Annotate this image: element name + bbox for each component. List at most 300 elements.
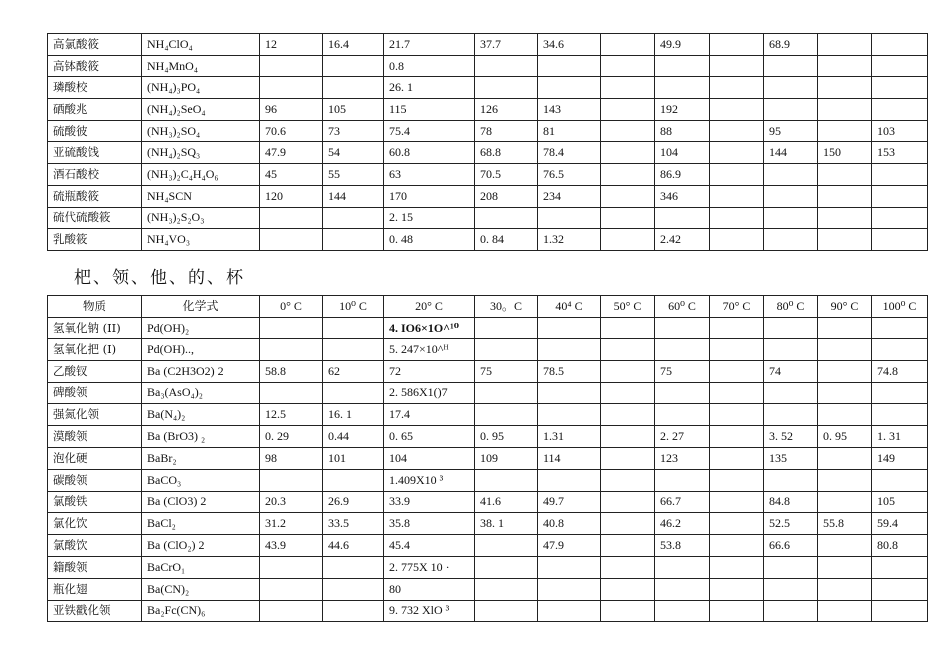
value-cell xyxy=(260,382,323,404)
table-row xyxy=(48,142,928,164)
value-cell xyxy=(872,404,928,426)
value-cell xyxy=(475,535,538,557)
substance-cell: 乳酸筱 xyxy=(48,229,142,251)
value-cell xyxy=(260,229,323,251)
value-cell: 49.9 xyxy=(655,34,710,56)
formula-cell: Ba₃(AsO₄)₂ xyxy=(142,382,260,404)
value-cell xyxy=(538,556,601,578)
value-cell xyxy=(872,382,928,404)
table-row xyxy=(48,469,928,491)
value-cell xyxy=(655,469,710,491)
value-cell: 75 xyxy=(655,360,710,382)
value-cell: 1. 31 xyxy=(872,426,928,448)
value-cell xyxy=(818,578,872,600)
value-cell xyxy=(710,469,764,491)
substance-cell: 碑酸领 xyxy=(48,382,142,404)
value-cell xyxy=(475,600,538,622)
value-cell xyxy=(710,55,764,77)
value-cell: 34.6 xyxy=(538,34,601,56)
value-cell xyxy=(323,317,384,339)
substance-cell: 氢氧化钠 (II) xyxy=(48,317,142,339)
substance-cell: 泡化硬 xyxy=(48,447,142,469)
formula-cell: Pd(OH).., xyxy=(142,339,260,361)
formula-cell: NH₄VO₃ xyxy=(142,229,260,251)
formula-cell: BaCrO₁ xyxy=(142,556,260,578)
value-cell: 75.4 xyxy=(384,120,475,142)
solubility-table-ammonium xyxy=(47,33,928,251)
value-cell: 58.8 xyxy=(260,360,323,382)
value-cell xyxy=(538,55,601,77)
table-row xyxy=(48,578,928,600)
value-cell xyxy=(323,77,384,99)
value-cell xyxy=(601,77,655,99)
formula-cell: Pd(OH)₂ xyxy=(142,317,260,339)
formula-cell: BaBr₂ xyxy=(142,447,260,469)
value-cell xyxy=(818,535,872,557)
formula-cell: (NH₄)₂SQ₃ xyxy=(142,142,260,164)
value-cell xyxy=(260,207,323,229)
substance-cell: 氯酸铁 xyxy=(48,491,142,513)
value-cell xyxy=(601,469,655,491)
formula-cell: (NH₄)₃PO₄ xyxy=(142,77,260,99)
value-cell xyxy=(538,404,601,426)
value-cell: 86.9 xyxy=(655,164,710,186)
value-cell: 0. 65 xyxy=(384,426,475,448)
value-cell xyxy=(475,578,538,600)
value-cell: 0.44 xyxy=(323,426,384,448)
table-row xyxy=(48,77,928,99)
value-cell: 20° C xyxy=(384,296,475,318)
value-cell xyxy=(655,556,710,578)
value-cell: 74 xyxy=(764,360,818,382)
value-cell xyxy=(475,55,538,77)
value-cell xyxy=(764,339,818,361)
value-cell: 31.2 xyxy=(260,513,323,535)
value-cell xyxy=(764,55,818,77)
value-cell xyxy=(538,339,601,361)
formula-cell: BaCO₃ xyxy=(142,469,260,491)
value-cell xyxy=(710,164,764,186)
value-cell xyxy=(601,120,655,142)
value-cell xyxy=(818,317,872,339)
substance-cell: 高钵酸筱 xyxy=(48,55,142,77)
value-cell: 2. 586X1()7 xyxy=(384,382,475,404)
table-row xyxy=(48,491,928,513)
value-cell xyxy=(710,34,764,56)
value-cell xyxy=(538,382,601,404)
value-cell: 60⁰ C xyxy=(655,296,710,318)
value-cell: 103 xyxy=(872,120,928,142)
table-row xyxy=(48,535,928,557)
value-cell xyxy=(710,426,764,448)
value-cell: 37.7 xyxy=(475,34,538,56)
value-cell: 78.5 xyxy=(538,360,601,382)
formula-cell: NH₄ClO₄ xyxy=(142,34,260,56)
value-cell xyxy=(601,339,655,361)
value-cell xyxy=(872,185,928,207)
value-cell xyxy=(872,317,928,339)
value-cell: 234 xyxy=(538,185,601,207)
value-cell xyxy=(655,317,710,339)
value-cell: 68.9 xyxy=(764,34,818,56)
value-cell: 52.5 xyxy=(764,513,818,535)
table-row xyxy=(48,55,928,77)
value-cell xyxy=(764,77,818,99)
value-cell: 104 xyxy=(384,447,475,469)
value-cell xyxy=(655,600,710,622)
table-row xyxy=(48,34,928,56)
substance-cell: 瓶化翅 xyxy=(48,578,142,600)
substance-cell: 籍酸领 xyxy=(48,556,142,578)
value-cell: 60.8 xyxy=(384,142,475,164)
value-cell xyxy=(710,317,764,339)
value-cell xyxy=(601,600,655,622)
value-cell: 9. 732 XlO ³ xyxy=(384,600,475,622)
value-cell xyxy=(818,120,872,142)
value-cell xyxy=(764,207,818,229)
formula-cell: (NH₃)₂C₄H₄O₆ xyxy=(142,164,260,186)
value-cell xyxy=(818,229,872,251)
value-cell xyxy=(764,99,818,121)
value-cell xyxy=(260,339,323,361)
section-heading: 杷、领、他、的、杯 xyxy=(74,268,245,288)
value-cell xyxy=(872,55,928,77)
table-row xyxy=(48,447,928,469)
value-cell: 72 xyxy=(384,360,475,382)
value-cell xyxy=(475,404,538,426)
value-cell xyxy=(710,513,764,535)
value-cell: 16. 1 xyxy=(323,404,384,426)
table-row xyxy=(48,120,928,142)
table-row xyxy=(48,600,928,622)
value-cell xyxy=(601,99,655,121)
value-cell: 0.8 xyxy=(384,55,475,77)
table-row xyxy=(48,164,928,186)
value-cell xyxy=(260,578,323,600)
value-cell: 38. 1 xyxy=(475,513,538,535)
value-cell xyxy=(538,207,601,229)
value-cell xyxy=(818,77,872,99)
formula-cell: Ba(N₄)₂ xyxy=(142,404,260,426)
value-cell xyxy=(538,469,601,491)
value-cell: 55 xyxy=(323,164,384,186)
value-cell: 144 xyxy=(323,185,384,207)
value-cell: 80 xyxy=(384,578,475,600)
value-cell xyxy=(538,600,601,622)
value-cell xyxy=(323,382,384,404)
value-cell: 135 xyxy=(764,447,818,469)
value-cell: 84.8 xyxy=(764,491,818,513)
value-cell xyxy=(260,317,323,339)
value-cell xyxy=(475,77,538,99)
value-cell: 2. 15 xyxy=(384,207,475,229)
value-cell: 76.5 xyxy=(538,164,601,186)
value-cell: 98 xyxy=(260,447,323,469)
formula-cell: BaCl₂ xyxy=(142,513,260,535)
value-cell xyxy=(764,229,818,251)
value-cell: 30。C xyxy=(475,296,538,318)
value-cell xyxy=(872,578,928,600)
value-cell xyxy=(710,382,764,404)
value-cell: 68.8 xyxy=(475,142,538,164)
table-row xyxy=(48,317,928,339)
value-cell: 170 xyxy=(384,185,475,207)
formula-cell: Ba(CN)₂ xyxy=(142,578,260,600)
value-cell: 80.8 xyxy=(872,535,928,557)
value-cell: 47.9 xyxy=(260,142,323,164)
value-cell: 45 xyxy=(260,164,323,186)
value-cell xyxy=(764,469,818,491)
value-cell xyxy=(710,229,764,251)
value-cell: 120 xyxy=(260,185,323,207)
value-cell: 49.7 xyxy=(538,491,601,513)
value-cell xyxy=(601,142,655,164)
value-cell: 123 xyxy=(655,447,710,469)
value-cell xyxy=(601,34,655,56)
value-cell: 78.4 xyxy=(538,142,601,164)
value-cell: 81 xyxy=(538,120,601,142)
value-cell: 53.8 xyxy=(655,535,710,557)
value-cell xyxy=(323,469,384,491)
value-cell xyxy=(710,600,764,622)
value-cell xyxy=(818,164,872,186)
value-cell: 35.8 xyxy=(384,513,475,535)
substance-cell: 氢氧化把 (I) xyxy=(48,339,142,361)
value-cell xyxy=(601,556,655,578)
value-cell: 4. IO6×1O^¹⁰ xyxy=(384,317,475,339)
value-cell: 192 xyxy=(655,99,710,121)
value-cell xyxy=(538,317,601,339)
formula-cell: (NH₃)₂SO₄ xyxy=(142,120,260,142)
value-cell: 105 xyxy=(323,99,384,121)
value-cell: 59.4 xyxy=(872,513,928,535)
value-cell xyxy=(818,34,872,56)
value-cell: 0. 84 xyxy=(475,229,538,251)
value-cell: 54 xyxy=(323,142,384,164)
value-cell xyxy=(710,360,764,382)
value-cell xyxy=(710,120,764,142)
value-cell xyxy=(872,77,928,99)
value-cell xyxy=(818,99,872,121)
value-cell xyxy=(323,600,384,622)
value-cell xyxy=(601,404,655,426)
value-cell xyxy=(710,142,764,164)
substance-cell: 氯化饮 xyxy=(48,513,142,535)
value-cell: 12 xyxy=(260,34,323,56)
substance-cell: 高氯酸筱 xyxy=(48,34,142,56)
value-cell: 3. 52 xyxy=(764,426,818,448)
value-cell: 46.2 xyxy=(655,513,710,535)
value-cell xyxy=(260,469,323,491)
value-cell: 1.31 xyxy=(538,426,601,448)
value-cell: 104 xyxy=(655,142,710,164)
value-cell: 100⁰ C xyxy=(872,296,928,318)
formula-cell: (NH₄)₂SeO₄ xyxy=(142,99,260,121)
substance-cell: 璘酸校 xyxy=(48,77,142,99)
value-cell: 40.8 xyxy=(538,513,601,535)
value-cell: 78 xyxy=(475,120,538,142)
value-cell: 144 xyxy=(764,142,818,164)
value-cell xyxy=(818,491,872,513)
formula-cell: Ba (C2H3O2) 2 xyxy=(142,360,260,382)
value-cell: 43.9 xyxy=(260,535,323,557)
table-row xyxy=(48,404,928,426)
value-cell: 1.409X10 ³ xyxy=(384,469,475,491)
value-cell xyxy=(764,404,818,426)
value-cell: 109 xyxy=(475,447,538,469)
value-cell xyxy=(764,185,818,207)
formula-cell: 化学式 xyxy=(142,296,260,318)
value-cell: 346 xyxy=(655,185,710,207)
value-cell xyxy=(872,164,928,186)
value-cell: 95 xyxy=(764,120,818,142)
value-cell xyxy=(601,491,655,513)
value-cell xyxy=(818,469,872,491)
table-row xyxy=(48,426,928,448)
value-cell: 55.8 xyxy=(818,513,872,535)
value-cell xyxy=(872,99,928,121)
value-cell xyxy=(601,447,655,469)
value-cell: 47.9 xyxy=(538,535,601,557)
value-cell xyxy=(710,556,764,578)
value-cell: 153 xyxy=(872,142,928,164)
value-cell: 150 xyxy=(818,142,872,164)
value-cell: 149 xyxy=(872,447,928,469)
value-cell xyxy=(601,207,655,229)
value-cell: 0. 95 xyxy=(475,426,538,448)
value-cell xyxy=(872,339,928,361)
value-cell xyxy=(818,339,872,361)
value-cell xyxy=(710,404,764,426)
value-cell: 75 xyxy=(475,360,538,382)
value-cell xyxy=(655,382,710,404)
value-cell xyxy=(818,382,872,404)
table-row xyxy=(48,513,928,535)
value-cell xyxy=(872,469,928,491)
value-cell xyxy=(764,164,818,186)
value-cell xyxy=(710,447,764,469)
value-cell: 5. 247×10^ᴴ xyxy=(384,339,475,361)
value-cell xyxy=(710,491,764,513)
value-cell: 70.6 xyxy=(260,120,323,142)
value-cell xyxy=(872,556,928,578)
value-cell: 0. 95 xyxy=(818,426,872,448)
value-cell: 40⁴ C xyxy=(538,296,601,318)
value-cell: 33.5 xyxy=(323,513,384,535)
substance-cell: 硫代硫酸筱 xyxy=(48,207,142,229)
value-cell xyxy=(601,426,655,448)
value-cell: 17.4 xyxy=(384,404,475,426)
value-cell xyxy=(323,556,384,578)
table-row xyxy=(48,382,928,404)
value-cell: 63 xyxy=(384,164,475,186)
value-cell: 0. 29 xyxy=(260,426,323,448)
table-row xyxy=(48,185,928,207)
value-cell xyxy=(818,185,872,207)
value-cell xyxy=(710,185,764,207)
value-cell xyxy=(475,339,538,361)
value-cell xyxy=(655,55,710,77)
value-cell xyxy=(323,207,384,229)
value-cell xyxy=(818,600,872,622)
value-cell: 73 xyxy=(323,120,384,142)
value-cell xyxy=(872,600,928,622)
table-row xyxy=(48,207,928,229)
value-cell xyxy=(710,339,764,361)
value-cell xyxy=(872,229,928,251)
value-cell: 16.4 xyxy=(323,34,384,56)
value-cell: 143 xyxy=(538,99,601,121)
value-cell xyxy=(710,535,764,557)
value-cell xyxy=(601,229,655,251)
value-cell xyxy=(538,578,601,600)
value-cell xyxy=(601,578,655,600)
value-cell xyxy=(818,207,872,229)
value-cell: 41.6 xyxy=(475,491,538,513)
value-cell xyxy=(655,77,710,99)
value-cell: 90° C xyxy=(818,296,872,318)
value-cell: 74.8 xyxy=(872,360,928,382)
value-cell: 2. 27 xyxy=(655,426,710,448)
value-cell xyxy=(323,55,384,77)
value-cell xyxy=(764,317,818,339)
table-row xyxy=(48,229,928,251)
table-row xyxy=(48,556,928,578)
value-cell xyxy=(601,317,655,339)
substance-cell: 氯酸饮 xyxy=(48,535,142,557)
value-cell: 45.4 xyxy=(384,535,475,557)
formula-cell: Ba (ClO₂) 2 xyxy=(142,535,260,557)
value-cell xyxy=(601,360,655,382)
value-cell xyxy=(475,382,538,404)
value-cell xyxy=(260,600,323,622)
formula-cell: (NH₃)₂S₂O₃ xyxy=(142,207,260,229)
value-cell xyxy=(475,556,538,578)
header-row xyxy=(48,296,928,318)
substance-cell: 物质 xyxy=(48,296,142,318)
table-row xyxy=(48,339,928,361)
value-cell xyxy=(818,360,872,382)
substance-cell: 硒酸兆 xyxy=(48,99,142,121)
value-cell xyxy=(818,55,872,77)
value-cell: 70.5 xyxy=(475,164,538,186)
substance-cell: 漠酸领 xyxy=(48,426,142,448)
value-cell xyxy=(601,164,655,186)
value-cell xyxy=(601,382,655,404)
value-cell xyxy=(475,207,538,229)
value-cell: 33.9 xyxy=(384,491,475,513)
value-cell: 96 xyxy=(260,99,323,121)
formula-cell: Ba (ClO3) 2 xyxy=(142,491,260,513)
value-cell xyxy=(323,339,384,361)
value-cell: 115 xyxy=(384,99,475,121)
value-cell: 1.32 xyxy=(538,229,601,251)
value-cell xyxy=(818,447,872,469)
value-cell xyxy=(710,207,764,229)
value-cell xyxy=(710,578,764,600)
solubility-table-barium xyxy=(47,295,928,622)
substance-cell: 亚铁戳化领 xyxy=(48,600,142,622)
value-cell: 62 xyxy=(323,360,384,382)
value-cell: 114 xyxy=(538,447,601,469)
value-cell xyxy=(475,469,538,491)
value-cell: 2. 775X 10 · xyxy=(384,556,475,578)
value-cell: 105 xyxy=(872,491,928,513)
substance-cell: 酒石酸校 xyxy=(48,164,142,186)
substance-cell: 硫酸彼 xyxy=(48,120,142,142)
value-cell xyxy=(601,55,655,77)
substance-cell: 乙酸钗 xyxy=(48,360,142,382)
